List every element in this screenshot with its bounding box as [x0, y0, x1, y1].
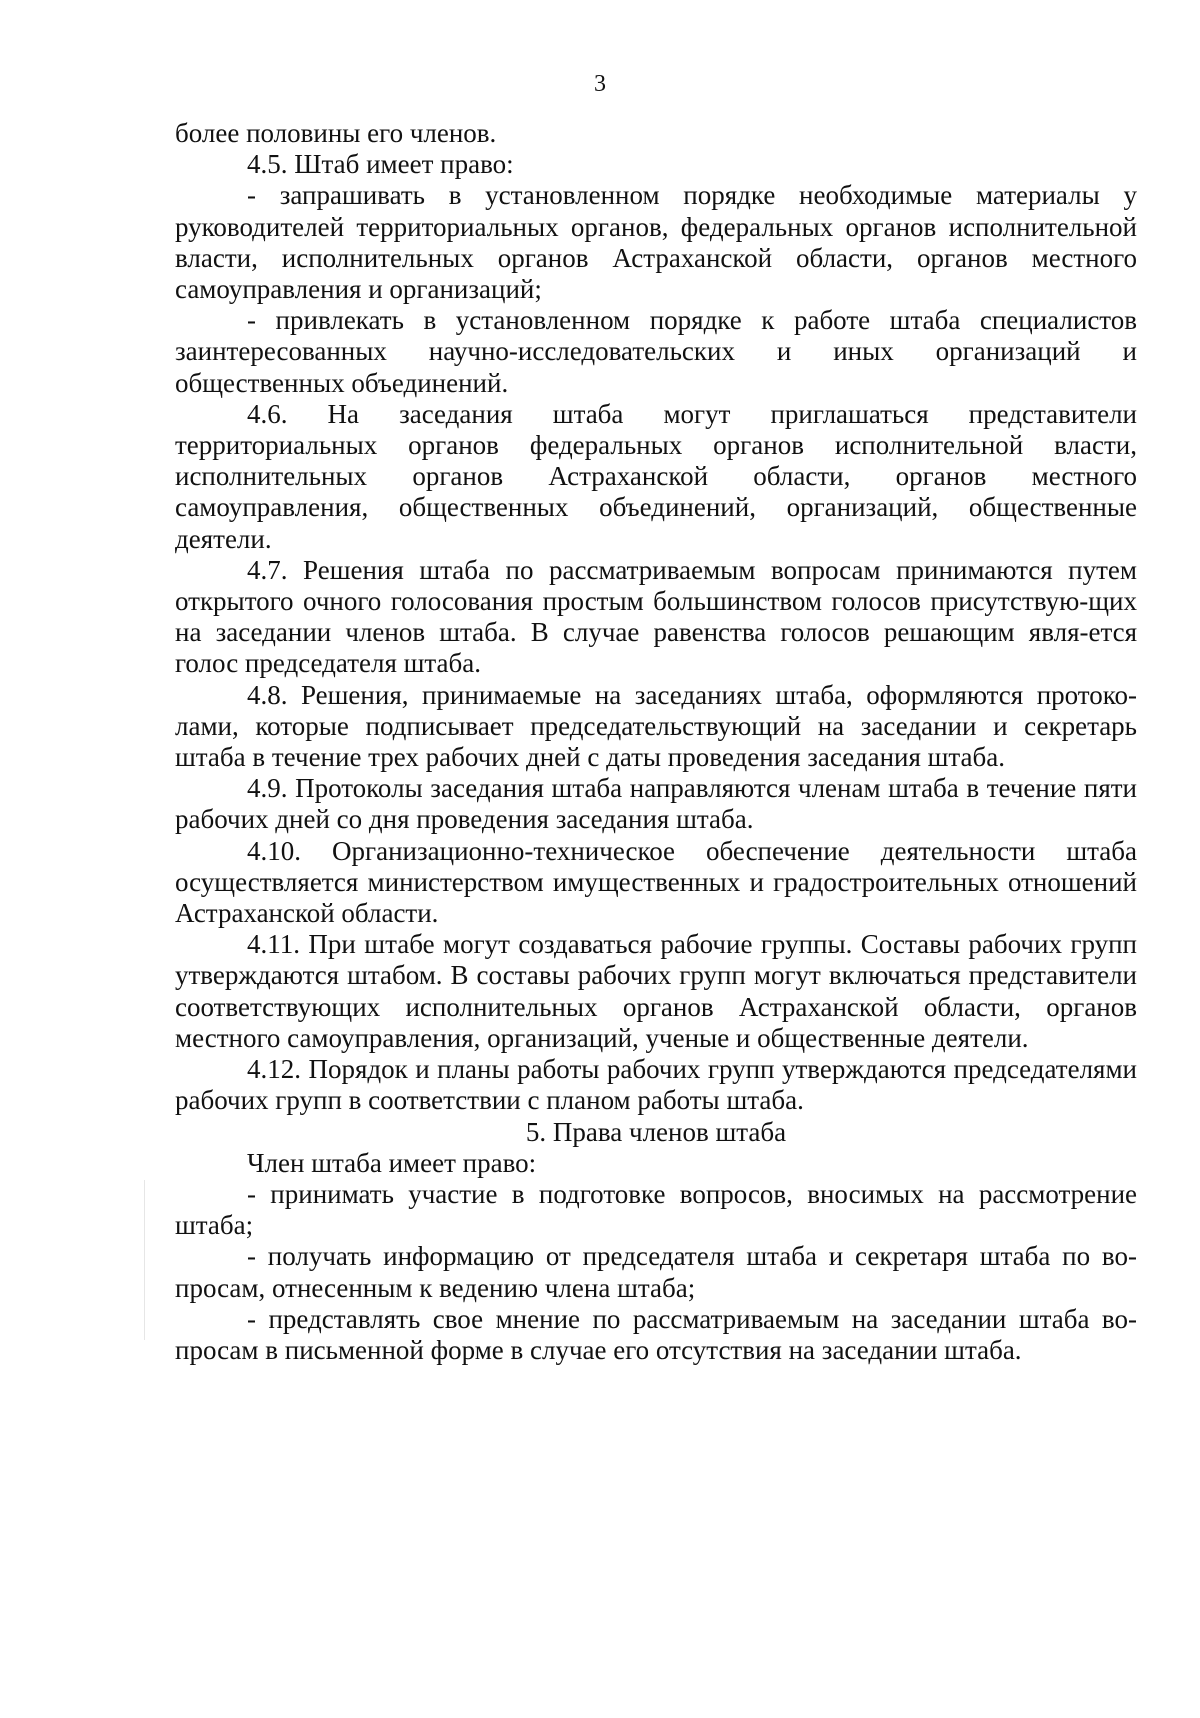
paragraph: - получать информацию от председателя штаба и секретаря штаба по во-просам, отнесенным к ведению члена штаба; [175, 1241, 1137, 1303]
section-heading: 5. Права членов штаба [525, 1116, 787, 1147]
paragraph: - принимать участие в подготовке вопросов, вносимых на рассмотрение штаба; [175, 1178, 1137, 1241]
paragraph: - представлять свое мнение по рассматриваемым на заседании штаба во-просам в письменной форме в случае его отсутствия на заседании штаба. [175, 1303, 1137, 1365]
paragraph: - запрашивать в установленном порядке необходимые материалы у руководителей территориальных органов, федеральных органов исполнительной власти, исполнительных органов Астраханской области, органов местного самоуправления и организаций; [175, 180, 1137, 305]
paragraph: 4.7. Решения штаба по рассматриваемым вопросам принимаются путем открытого очного голосования простым большинством голосов присутствую-щих на заседании членов штаба. В случае равенства голосов решающим явля-ется голос председателя штаба. [175, 554, 1137, 679]
paragraph: 4.6. На заседания штаба могут приглашаться представители территориальных органов федеральных органов исполнительной власти, исполнительных органов Астраханской области, органов местного самоуправления, общественных объединений, организаций, общественные деятели. [175, 398, 1137, 554]
paragraph: - привлекать в установленном порядке к работе штаба специалистов заинтересованных научно-исследовательских и иных организаций и общественных объединений. [175, 305, 1137, 398]
paragraph: Член штаба имеет право: [247, 1147, 537, 1178]
paragraph: 4.11. При штабе могут создаваться рабочие группы. Составы рабочих групп утверждаются штабом. В составы рабочих групп могут включаться представители соответствующих исполнительных органов Астраханской области, органов местного самоуправления, организаций, ученые и общественные деятели. [175, 929, 1137, 1053]
paragraph: 4.8. Решения, принимаемые на заседаниях штаба, оформляются протоко-лами, которые подписывает председательствующий на заседании и секретарь штаба в течение трех рабочих дней с даты проведения заседания штаба. [175, 679, 1137, 773]
paragraph: 4.10. Организационно-техническое обеспечение деятельности штаба осуществляется министерством имущественных и градостроительных отношений Астраханской области. [175, 835, 1137, 929]
page-number: 3 [594, 71, 606, 97]
scan-edge-mark [144, 1180, 145, 1340]
paragraph: 4.9. Протоколы заседания штаба направляются членам штаба в течение пяти рабочих дней со дня проведения заседания штаба. [175, 773, 1137, 835]
paragraph: более половины его членов. [175, 118, 497, 148]
paragraph: 4.12. Порядок и планы работы рабочих групп утверждаются председателями рабочих групп в соответствии с планом работы штаба. [175, 1054, 1137, 1116]
document-body [175, 118, 1137, 1366]
paragraph: 4.5. Штаб имеет право: [247, 149, 514, 180]
